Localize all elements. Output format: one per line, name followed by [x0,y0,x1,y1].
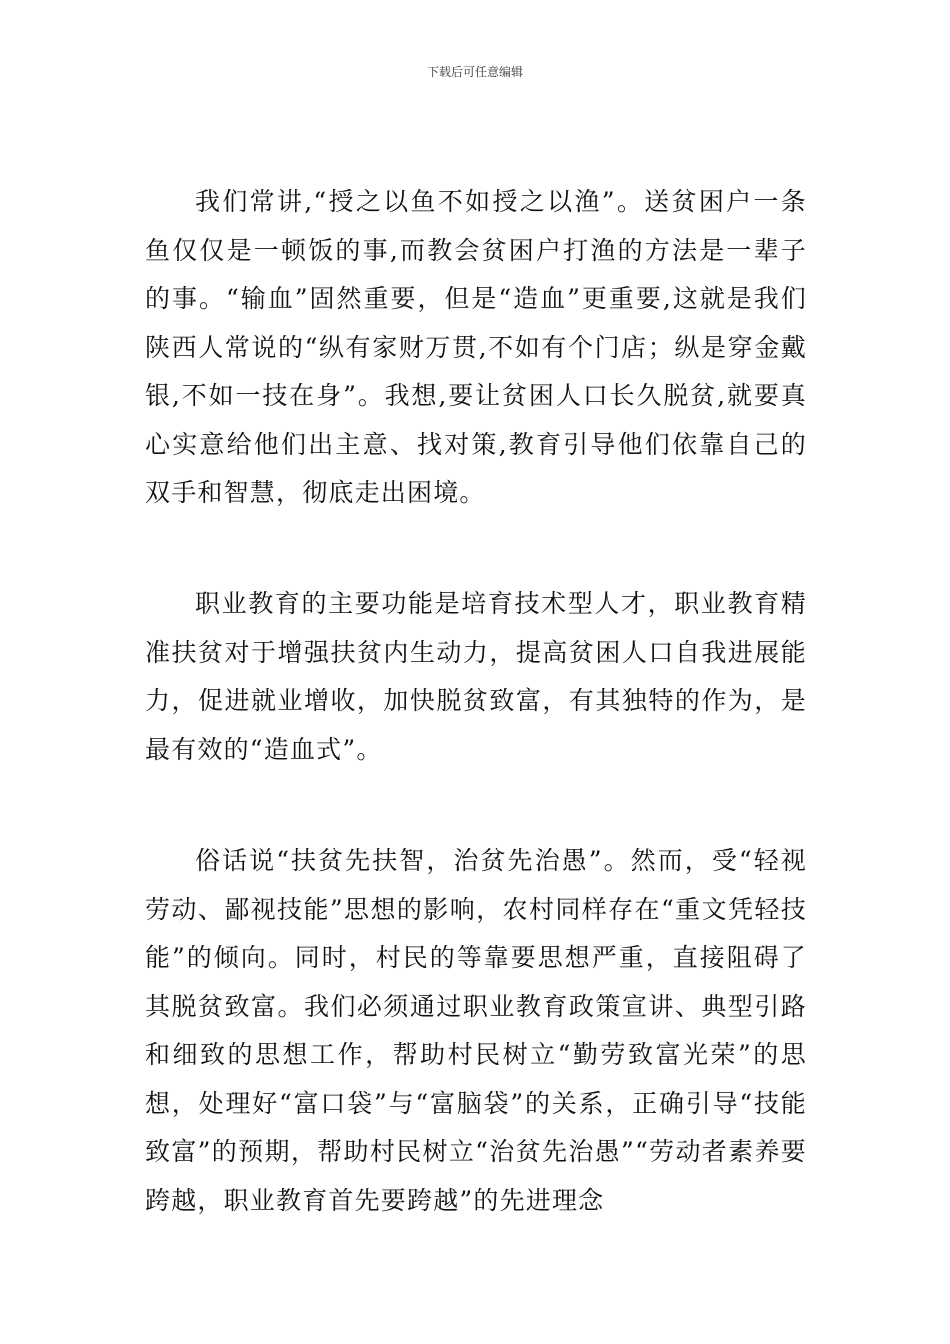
page-header: 下载后可任意编辑 [426,65,523,79]
paragraph-poverty-mindset: 俗话说“扶贫先扶智，治贫先治愚”。然而，受“轻视劳动、鄙视技能”思想的影响，农村同样存在“重文凭轻技能”的倾向。同时，村民的等靠要思想严重，直接阻碍了其脱贫致富。我们必须通过职业教育政策宣讲、典型引路和细致的思想工作，帮助村民树立“勤劳致富光荣”的思想，处理好“富口袋”与“富脑袋”的关系，正确引导“技能致富”的预期，帮助村民树立“治贫先治愚”“劳动者素养要跨越，职业教育首先要跨越”的先进理念 [145,846,807,1215]
paragraph-fishing-analogy: 我们常讲,“授之以鱼不如授之以渔”。送贫困户一条鱼仅仅是一顿饭的事,而教会贫困户打渔的方法是一辈子的事。“输血”固然重要，但是“造血”更重要,这就是我们陕西人常说的“纵有家财万贯,不如有个门店；纵是穿金戴银,不如一技在身”。我想,要让贫困人口长久脱贫,就要真心实意给他们出主意、找对策,教育引导他们依靠自己的双手和智慧，彻底走出困境。 [145,187,807,507]
paragraph-vocational-function: 职业教育的主要功能是培育技术型人才，职业教育精准扶贫对于增强扶贫内生动力，提高贫困人口自我进展能力，促进就业增收，加快脱贫致富，有其独特的作为，是最有效的“造血式”。 [145,589,807,764]
